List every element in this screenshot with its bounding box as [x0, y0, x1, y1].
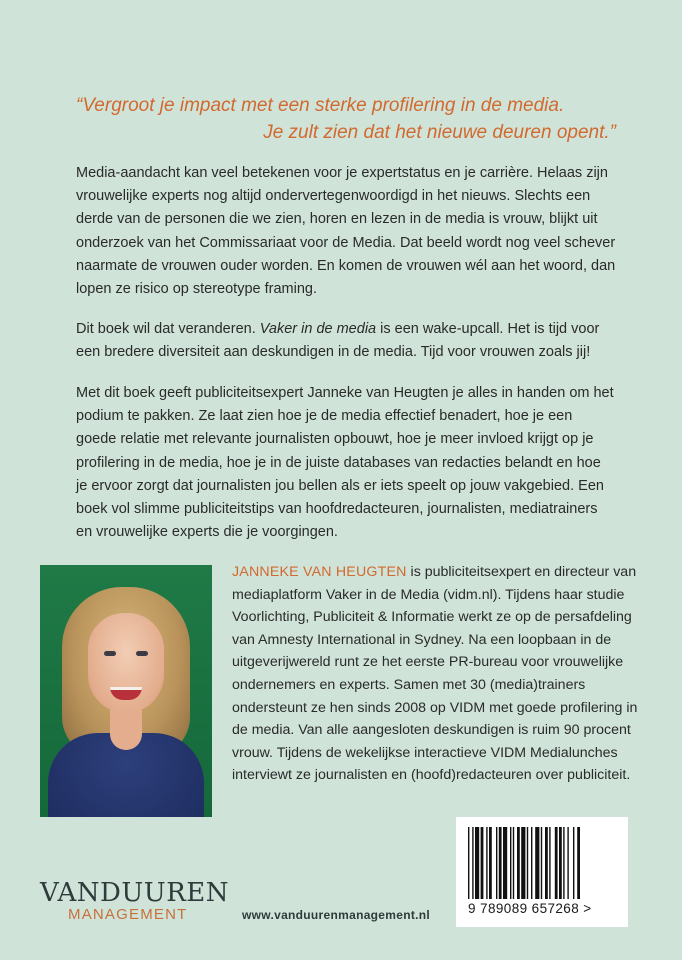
- author-bio: [232, 561, 652, 787]
- paragraph-purpose-start: Dit boek wil dat veranderen.: [76, 321, 260, 337]
- quote-line-2: Je zult zien dat het nieuwe deuren opent.”: [263, 122, 616, 143]
- author-bio-text: is publiciteitsexpert en directeur van mediaplatform Vaker in de Media (vidm.nl). Tijdens haar studie Voorlichting, Publiciteit & Informatie werkt ze op de persafdeling van Amnesty International in Sydney. Na een loopbaan in de uitgeverijwereld runt ze het eerste PR-bureau voor vrouwelijke ondernemers en experts. Samen met 30 (media)trainers ondersteunt ze hen sinds 2008 op VIDM met goede profilering in de media. Van alle aangesloten deskundigen is ruim 90 procent vrouw. Tijdens de wekelijkse interactieve VIDM Medialunches interviewt ze journalisten en (hoofd)redacteuren over publiciteit.: [232, 564, 638, 784]
- author-name: JANNEKE VAN HEUGTEN: [232, 564, 407, 580]
- paragraph-purpose-end: is een wake-upcall. Het is tijd voor een bredere diversiteit aan deskundigen in de media. Tijd voor vrouwen zoals jij!: [76, 321, 600, 361]
- publisher-brand: VANDUUREN: [40, 878, 230, 908]
- paragraph-purpose: [76, 318, 616, 364]
- paragraph-content: [76, 382, 616, 544]
- barcode-bars: [468, 827, 616, 899]
- paragraph-intro-text: Media-aandacht kan veel betekenen voor je expertstatus en je carrière. Helaas zijn vrouwelijke experts nog altijd ondervertegenwoordigd in het nieuws. Slechts een derde van de personen die we zien, horen en lezen in de media is vrouw, blijkt uit onderzoek van het Commissariaat voor de Media. Dat beeld wordt nog veel schever naarmate de vrouwen ouder worden. En komen de vrouwen wél aan het woord, dan lopen ze risico op stereotype framing.: [76, 165, 616, 298]
- cover-quote: [76, 92, 616, 146]
- publisher-logo: [40, 878, 230, 924]
- isbn-barcode: [456, 817, 628, 927]
- book-title: Vaker in de media: [259, 321, 377, 337]
- author-photo: [40, 565, 212, 817]
- isbn-number: 9 789089 657268 >: [468, 901, 592, 916]
- paragraph-content-text: Met dit boek geeft publiciteitsexpert Janneke van Heugten je alles in handen om het podium te pakken. Ze laat zien hoe je de media effectief benadert, hoe je een goede relatie met relevante journalisten opbouwt, hoe je meer invloed krijgt op je profilering in de media, hoe je in de juiste databases van redacties belandt en hoe je ervoor zorgt dat journalisten jou bellen als er iets speelt op jouw vakgebied. Een boek vol slimme publiciteitstips van hoofdredacteuren, journalisten, mediatrainers en vrouwelijke experts die je voorgingen.: [76, 385, 614, 541]
- publisher-sub: MANAGEMENT: [68, 906, 188, 923]
- paragraph-intro: [76, 162, 616, 301]
- quote-line-1: “Vergroot je impact met een sterke profilering in de media.: [76, 95, 565, 116]
- publisher-website: www.vanduurenmanagement.nl: [242, 908, 431, 922]
